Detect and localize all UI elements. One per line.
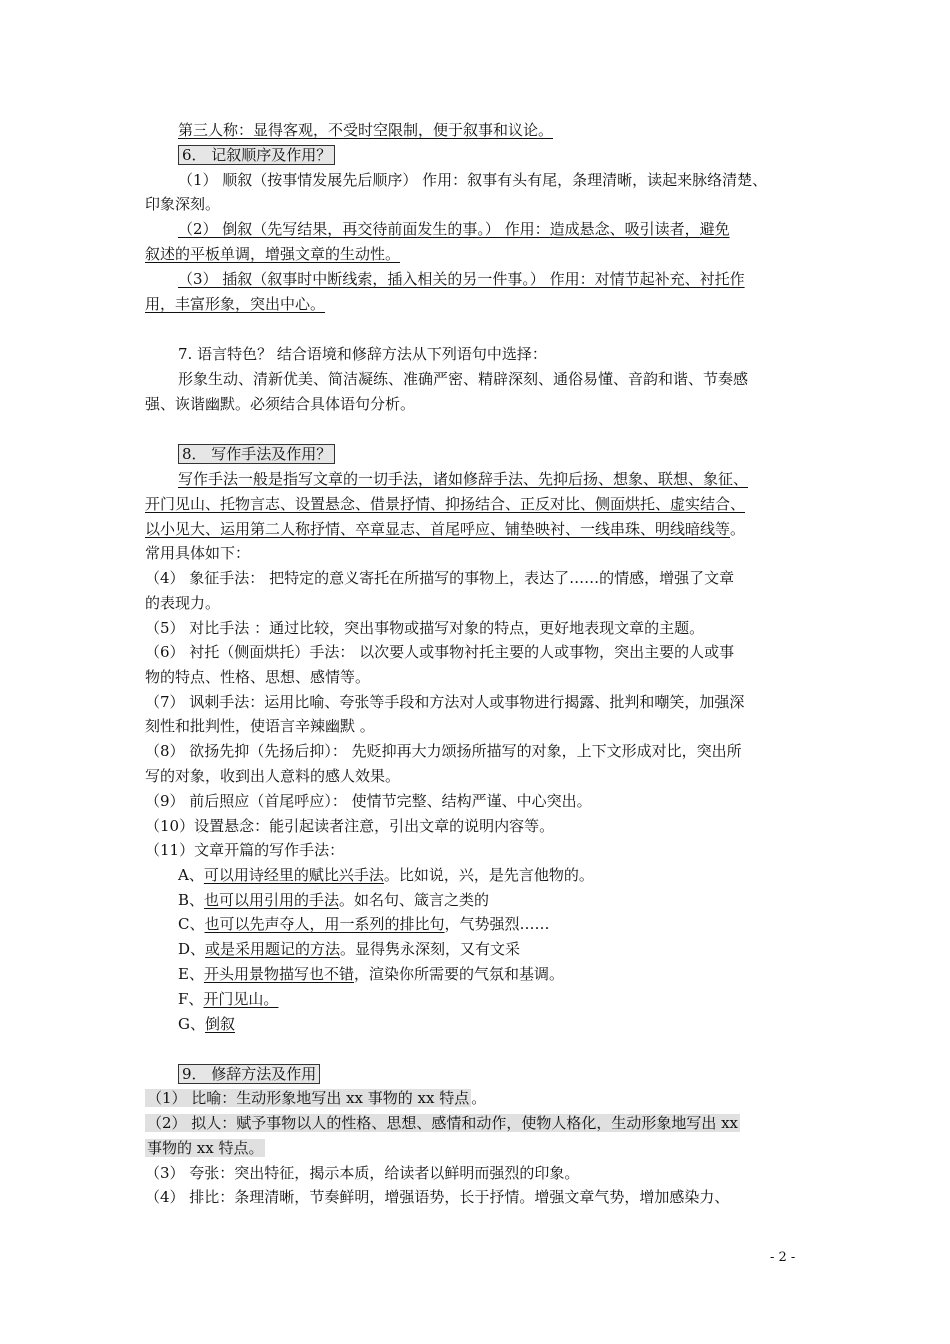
list-item-e: E、开头用景物描写也不错，渲染你所需要的气氛和基调。 — [178, 965, 564, 983]
line-s2b: 叙述的平板单调，增强文章的生动性。 — [145, 245, 401, 263]
line-p11: （11）文章开篇的写作手法： — [145, 841, 345, 859]
line-p6a: （6） 衬托（侧面烘托）手法： 以次要人或事物衬托主要的人或事物，突出主要的人或事 — [145, 643, 735, 661]
line-third-person: 第三人称：显得客观，不受时空限制，便于叙事和议论。 — [178, 121, 554, 139]
list-item-d: D、或是采用题记的方法。显得隽永深刻，又有文采 — [178, 940, 521, 958]
line-r3: （3） 夸张：突出特征，揭示本质，给读者以鲜明而强烈的印象。 — [145, 1164, 580, 1182]
line-h7b: 强、诙谐幽默。必须结合具体语句分析。 — [145, 395, 416, 413]
line-p4a: （4） 象征手法： 把特定的意义寄托在所描写的事物上，表达了……的情感，增强了文章 — [145, 569, 735, 587]
line-s3b: 用，丰富形象，突出中心。 — [145, 295, 326, 313]
line-p5: （5） 对比手法 ：通过比较，突出事物或描写对象的特点，更好地表现文章的主题。 — [145, 619, 705, 637]
list-item-g: G、倒叙 — [178, 1015, 235, 1033]
list-item-f: F、开门见山。 — [178, 990, 279, 1008]
line-p9: （9） 前后照应（首尾呼应）： 使情节完整、结构严谨、中心突出。 — [145, 792, 592, 810]
line-w3: 以小见大、运用第二人称抒情、卒章显志、首尾呼应、铺垫映衬、一线串珠、明线暗线等。 — [145, 520, 746, 538]
page-number: - 2 - — [770, 1250, 796, 1265]
line-p7b: 刻性和批判性，使语言辛辣幽默 。 — [145, 717, 375, 735]
line-r4: （4） 排比：条理清晰，节奏鲜明，增强语势，长于抒情。增强文章气势，增加感染力、 — [145, 1188, 730, 1206]
line-s1b: 印象深刻。 — [145, 195, 221, 213]
list-item-b: B、也可以用引用的手法。如名句、箴言之类的 — [178, 891, 490, 909]
line-r2b: 事物的 xx 特点。 — [147, 1139, 264, 1157]
line-p7a: （7） 讽刺手法：运用比喻、夸张等手段和方法对人或事物进行揭露、批判和嘲笑，加强深 — [145, 693, 745, 711]
line-p10: （10）设置悬念：能引起读者注意，引出文章的说明内容等。 — [145, 817, 555, 835]
line-p4b: 的表现力。 — [145, 594, 221, 612]
line-p6b: 物的特点、性格、思想、感情等。 — [145, 668, 371, 686]
line-w1: 写作手法一般是指写文章的一切手法，诸如修辞手法、先抑后扬、想象、联想、象征、 — [178, 470, 749, 488]
line-r2a: （2） 拟人：赋予事物以人的性格、思想、感情和动作，使物人格化，生动形象地写出 xx — [147, 1114, 739, 1132]
line-h7a: 形象生动、清新优美、简洁凝练、准确严密、精辟深刻、通俗易懂、音韵和谐、节奏感 — [178, 370, 749, 388]
line-p8a: （8） 欲扬先抑（先扬后抑）： 先贬抑再大力颂扬所描写的对象，上下文形成对比，突出所 — [145, 742, 742, 760]
heading-8: 8． 写作手法及作用？ — [178, 442, 843, 466]
heading-9: 9． 修辞方法及作用 — [178, 1062, 843, 1086]
list-item-a: A、可以用诗经里的赋比兴手法。比如说，兴，是先言他物的。 — [178, 866, 594, 884]
heading-7: 7. 语言特色？ 结合语境和修辞方法从下列语句中选择： — [178, 345, 547, 363]
line-p8b: 写的对象，收到出人意料的感人效果。 — [145, 767, 401, 785]
line-w4: 常用具体如下： — [145, 544, 251, 562]
line-r1: （1） 比喻：生动形象地写出 xx 事物的 xx 特点 。 — [147, 1089, 487, 1107]
line-s2a: （2） 倒叙（先写结果，再交待前面发生的事。） 作用：造成悬念、吸引读者，避免 — [178, 220, 730, 238]
list-item-c: C、也可以先声夺人，用一系列的排比句，气势强烈…… — [178, 915, 550, 933]
heading-6: 6． 记叙顺序及作用？ — [178, 143, 843, 167]
line-w2: 开门见山、托物言志、设置悬念、借景抒情、抑扬结合、正反对比、侧面烘托、虚实结合、 — [145, 495, 746, 513]
line-s3a: （3） 插叙（叙事时中断线索，插入相关的另一件事。） 作用：对情节起补充、衬托作 — [178, 270, 745, 288]
line-s1a: （1） 顺叙（按事情发展先后顺序） 作用：叙事有头有尾，条理清晰，读起来脉络清楚、 — [178, 171, 768, 189]
